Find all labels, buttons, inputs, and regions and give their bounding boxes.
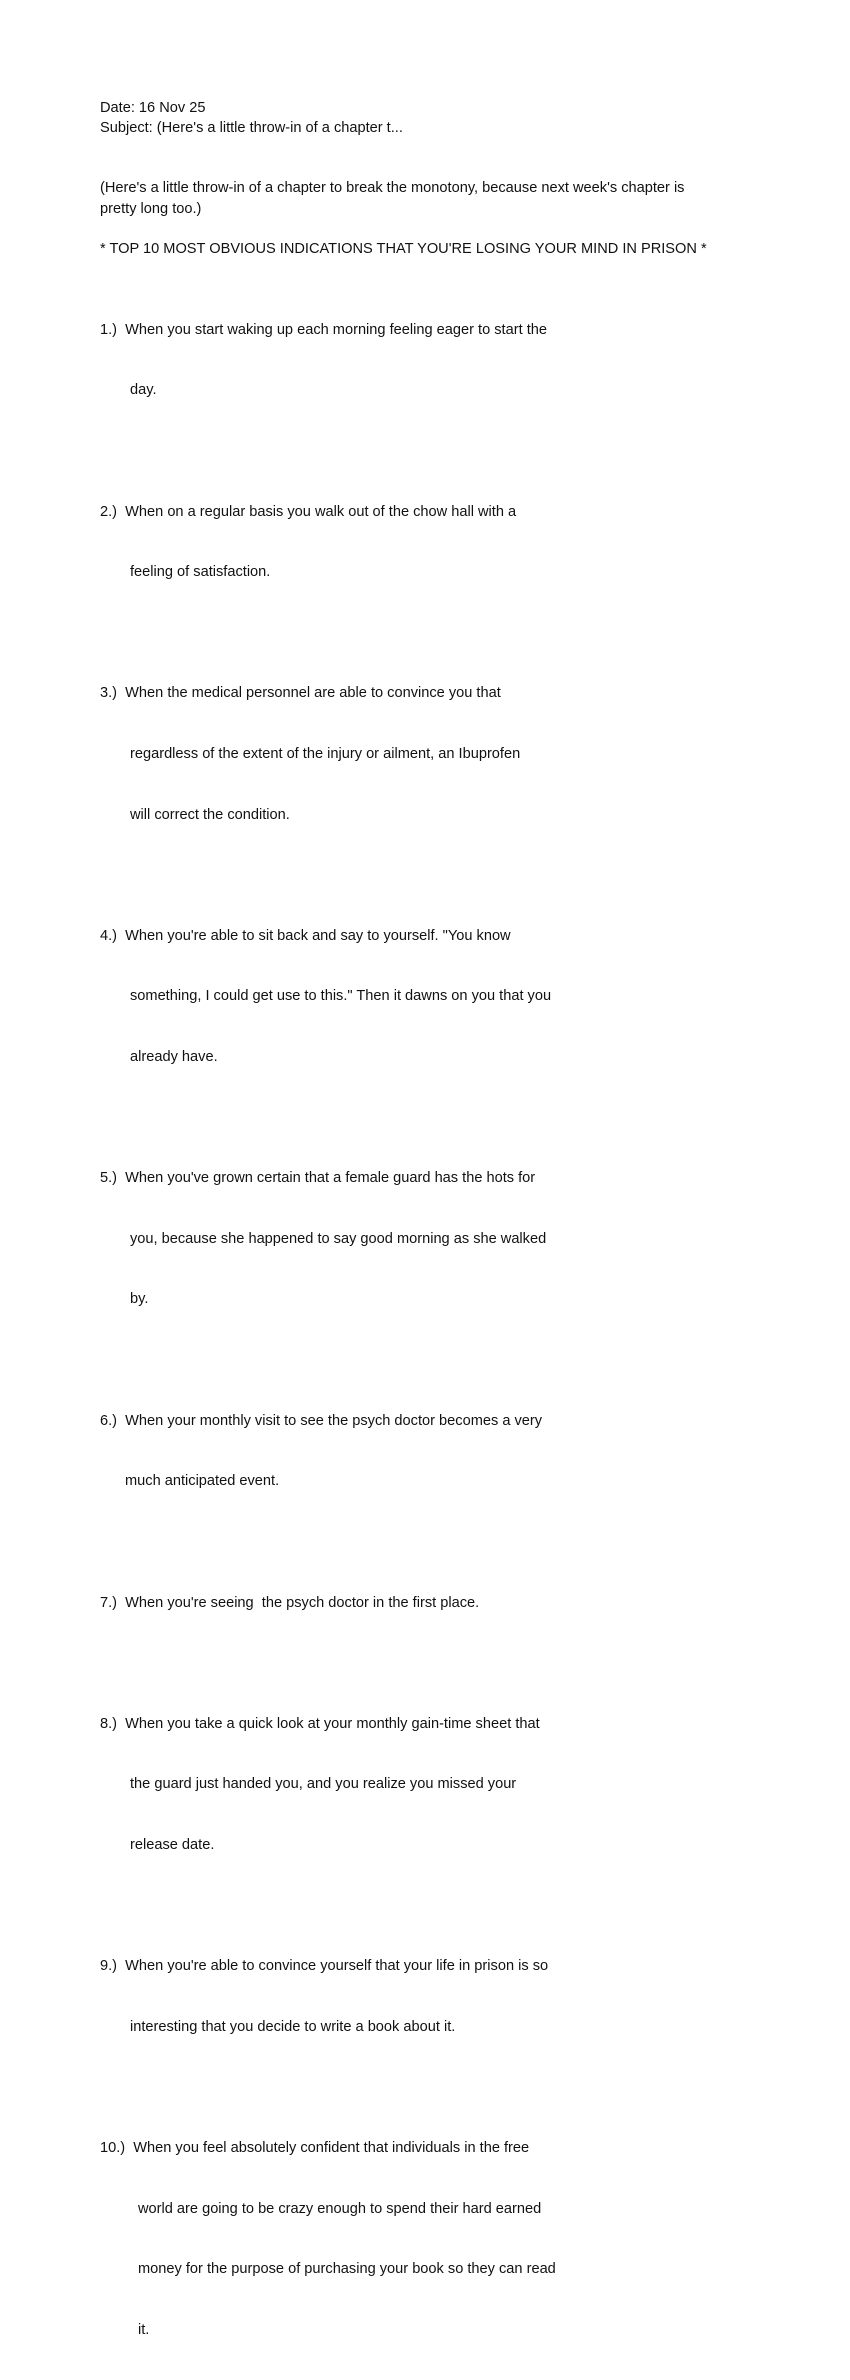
spacer (100, 1350, 712, 1370)
list-item-line: release date. (130, 1836, 215, 1853)
list-item-line: 2.) When on a regular basis you walk out of the chow hall with a (100, 503, 517, 520)
list-item-line: 7.) When you're seeing the psych doctor in the first place. (100, 1594, 480, 1611)
list-item-line: you, because she happened to say good morning as she walked (130, 1230, 547, 1247)
spacer (100, 138, 712, 178)
list-item-line: 9.) When you're able to convince yourself that your life in prison is so (100, 1958, 549, 1975)
spacer (100, 1532, 712, 1552)
list-item-line: 1.) When you start waking up each morning feeling eager to start the (100, 321, 547, 338)
spacer (100, 1653, 712, 1673)
list-item-line: world are going to be crazy enough to spend their hard earned (138, 2200, 542, 2217)
list-item-line: 10.) When you feel absolutely confident that individuals in the free (100, 2139, 530, 2156)
intro-paragraph: (Here's a little throw-in of a chapter to break the monotony, because next week's chapter is pretty long too.) (100, 180, 685, 217)
list-item-line: feeling of satisfaction. (130, 564, 271, 581)
list-item-line: regardless of the extent of the injury or ailment, an Ibuprofen (130, 746, 521, 763)
spacer (100, 1108, 712, 1128)
list-item-line: 4.) When you're able to sit back and say to yourself. "You know (100, 927, 511, 944)
list-item-line: much anticipated event. (125, 1473, 280, 1490)
list-item-line: day. (130, 382, 157, 399)
list-item-line: already have. (130, 1049, 218, 1066)
spacer (100, 865, 712, 885)
list-item (100, 2098, 712, 2380)
list-item (100, 1552, 712, 1653)
list-item (100, 643, 712, 865)
list-item (100, 1916, 712, 2078)
spacer (100, 259, 712, 279)
document-page (100, 98, 712, 2380)
list-item-line: 8.) When you take a quick look at your monthly gain-time sheet that (100, 1715, 540, 1732)
list-item-line: 3.) When the medical personnel are able to convince you that (100, 685, 501, 702)
list-item (100, 461, 712, 623)
list-item-line: interesting that you decide to write a book about it. (130, 2018, 456, 2035)
list-heading: * TOP 10 MOST OBVIOUS INDICATIONS THAT YOU'RE LOSING YOUR MIND IN PRISON * (100, 241, 707, 257)
list-item (100, 1370, 712, 1532)
list-item-line: money for the purpose of purchasing your book so they can read (138, 2261, 556, 2278)
spacer (100, 1896, 712, 1916)
list-item-line: the guard just handed you, and you realize you missed your (130, 1776, 517, 1793)
list-item-line: will correct the condition. (130, 806, 290, 823)
list-item-line: it. (138, 2321, 150, 2338)
date-line: Date: 16 Nov 25 (100, 100, 206, 116)
list-item (100, 279, 712, 441)
list-item-line: by. (130, 1291, 149, 1308)
list-item-line: 5.) When you've grown certain that a female guard has the hots for (100, 1170, 536, 1187)
list-item-line: 6.) When your monthly visit to see the psych doctor becomes a very (100, 1412, 543, 1429)
list-item (100, 885, 712, 1107)
list-item (100, 1128, 712, 1350)
list-item-line: something, I could get use to this." Then it dawns on you that you (130, 988, 552, 1005)
spacer (100, 2077, 712, 2097)
spacer (100, 441, 712, 461)
spacer (100, 623, 712, 643)
spacer (100, 219, 712, 239)
list-item (100, 1673, 712, 1895)
subject-line: Subject: (Here's a little throw-in of a chapter t... (100, 120, 403, 137)
